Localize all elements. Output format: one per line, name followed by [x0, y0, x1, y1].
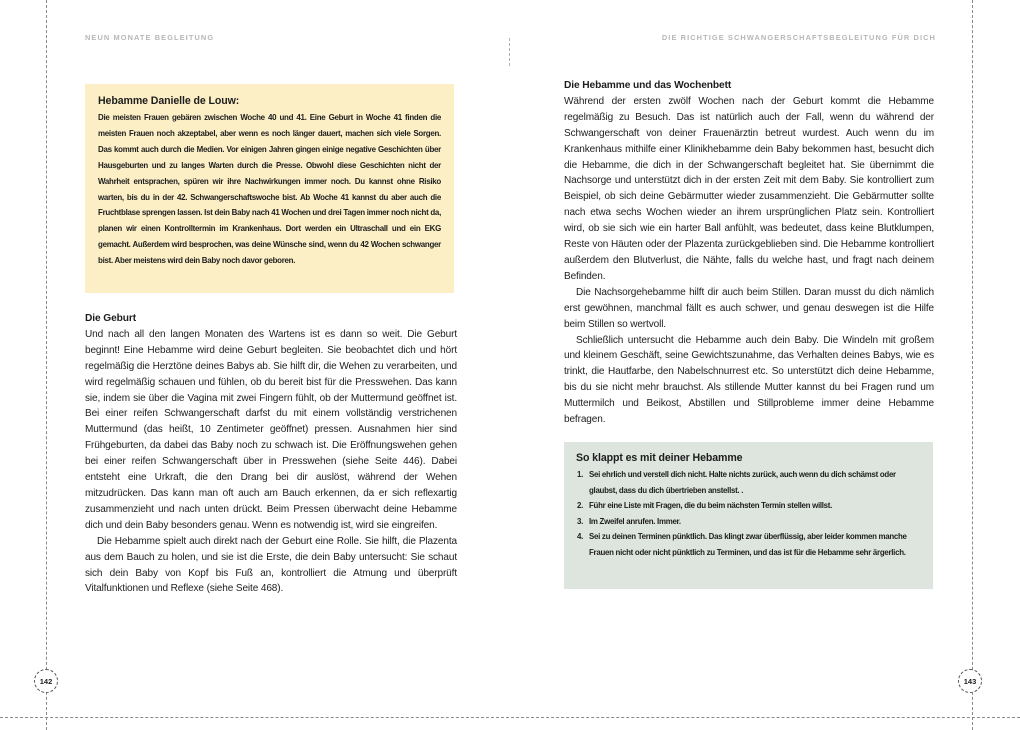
- list-number: 4.: [577, 532, 584, 542]
- list-number: 3.: [577, 516, 584, 526]
- paragraph: Die Hebamme spielt auch direkt nach der Geburt eine Rolle. Sie hilft, die Plazenta aus dem Bauch zu holen, und sie ist die Erste, die dein Baby untersucht: Sie schaut sich dein Baby von Kopf bis Fuß an, kontrolliert die Atmung und überprüft Vitalfunktionen und Reflexe (siehe Seite 468).: [85, 535, 457, 595]
- list-item: [576, 498, 921, 514]
- trim-line-bottom: [0, 717, 1020, 718]
- section-heading-postpartum: Die Hebamme und das Wochenbett: [564, 80, 732, 91]
- paragraph: Die Nachsorgehebamme hilft dir auch beim Stillen. Daran musst du dich nämlich erst gewöhnen, manchmal fällt es auch schwer, und genau deswegen ist die Hilfe beim Stillen so wertvoll.: [564, 286, 934, 330]
- quote-box-title: Hebamme Danielle de Louw:: [98, 95, 240, 107]
- tips-box: [564, 442, 933, 589]
- running-head-left: NEUN MONATE BEGLEITUNG: [85, 33, 215, 42]
- section-heading-birth: Die Geburt: [85, 313, 137, 324]
- page-number-left: 142: [34, 669, 58, 693]
- page-number-right: 143: [958, 669, 982, 693]
- gutter-mark: [509, 38, 510, 66]
- tips-box-title: So klappt es mit deiner Hebamme: [576, 452, 743, 464]
- trim-line-right: [972, 0, 973, 730]
- midwife-quote-box: [85, 84, 454, 293]
- list-item-text: Sei zu deinen Terminen pünktlich. Das klingt zwar überflüssig, aber leider kommen manche Frauen nicht oder nicht pünktlich zu Terminen, und das ist für die Hebamme sehr ärgerlich.: [589, 532, 907, 557]
- tips-list: [576, 467, 921, 561]
- paragraph: Schließlich untersucht die Hebamme auch dein Baby. Die Windeln mit großem und kleinem Geschäft, seine Gewichtszunahme, das Verhalten deines Babys, wie es trinkt, die Hautfarbe, den Nabelschnurrest etc. So unterstützt dich deine Hebamme, bis du sie nicht mehr brauchst. Als stillende Mutter kannst du bei Fragen rund um Muttermilch und Beikost, Abstillen und Stillprobleme immer deine Hebamme befragen.: [564, 334, 934, 426]
- list-item-text: Im Zweifel anrufen. Immer.: [589, 516, 681, 526]
- list-item: [576, 529, 921, 560]
- left-column: [85, 311, 457, 597]
- right-column: [564, 78, 934, 428]
- list-item: [576, 514, 921, 530]
- list-item-text: Führ eine Liste mit Fragen, die du beim nächsten Termin stellen willst.: [589, 501, 833, 511]
- running-head-right: DIE RICHTIGE SCHWANGERSCHAFTSBEGLEITUNG FÜR DICH: [661, 33, 936, 42]
- trim-line-left: [46, 0, 47, 730]
- paragraph: Und nach all den langen Monaten des Wartens ist es dann so weit. Die Geburt beginnt! Eine Hebamme wird deine Geburt begleiten. Sie beobachtet dich und hört regelmäßig die Herztöne deines Babys ab. Sie hilft dir, die Wehen zu verarbeiten, und wird regelmäßig schauen und fühlen, ob du bereit bist für die Presswehen. Das kann sie, indem sie über die Vagina mit zwei Fingern fühlt, ob der Muttermund geöffnet ist. Bei einer reifen Schwangerschaft darfst du mit einem vollständig verstrichenen Muttermund (das heißt, 10 Zentimeter geöffnet) pressen. Ausnahmen hier sind Frühgeburten, da dabei das Baby noch zu schwach ist. Die Eröffnungswehen gehen bei einer reifen Schwangerschaft über in Presswehen (siehe Seite 446). Dabei entsteht eine Urkraft, die den Drang bei dir auslöst, während der Wehen mitzudrücken. Das kann man oft auch am Bauch erkennen, da er sich reflexartig zusammenzieht und nach unten drückt. Beim Pressen überwacht deine Hebamme dich und dein Baby besonders genau. Wenn es notwendig ist, wird sie eingreifen.: [85, 328, 457, 531]
- quote-box-text: Die meisten Frauen gebären zwischen Woche 40 und 41. Eine Geburt in Woche 41 finden die meisten Frauen noch akzeptabel, aber wenn es noch länger dauert, machen sich viele Sorgen. Das kommt auch durch die Medien. Vor einigen Jahren gingen einige negative Geschichten über Hausgeburten und zu langes Warten durch die Presse. Obwohl diese Geschichten nicht der Wahrheit entsprachen, spüren wir ihre Nachwirkungen immer noch. Du kannst ohne Risiko warten, bis du in der 42. Schwangerschaftswoche bist. Ab Woche 41 kannst du aber auch die Fruchtblase sprengen lassen. Ist dein Baby nach 41 Wochen und drei Tagen immer noch nicht da, planen wir einen Kontrolltermin im Krankenhaus. Dort werden ein Ultraschall und ein EKG gemacht. Außerdem wird besprochen, was deine Wünsche sind, wenn du 42 Wochen schwanger bist. Aber meistens wird dein Baby noch davor geboren.: [98, 113, 441, 266]
- list-number: 2.: [577, 501, 584, 511]
- list-number: 1.: [577, 470, 584, 479]
- paragraph: Während der ersten zwölf Wochen nach der Geburt kommt die Hebamme regelmäßig zu Besuch. Das ist natürlich auch der Fall, wenn du während der Schwangerschaft von deiner Frauenärztin betreut wurdest. Auch wenn du im Krankenhaus mithilfe einer Klinikhebamme dein Baby bekommen hast, besucht dich die Hebamme, die dich in der Schwangerschaft begleitet hat. Sie übernimmt die Nachsorge und unterstützt dich in der ersten Zeit mit dem Baby. Sie kontrolliert zum Beispiel, ob sich deine Gebärmutter wieder zusammenzieht. Die Gebärmutter sollte nach etwa sechs Wochen wieder an ihrem ursprünglichen Platz sein. Kontrolliert wird, ob sie sich wie ein harter Ball anfühlt, was bedeutet, dass keine Blutklumpen, Reste von Häuten oder der Plazenta zurückgeblieben sind. Die Hebamme kontrolliert außerdem den Blutverlust, die Nähte, falls du welche hast, und fragt nach deinem Befinden.: [564, 95, 934, 282]
- list-item-text: Sei ehrlich und verstell dich nicht. Halte nichts zurück, auch wenn du dich schämst oder glaubst, dass du dich übertrieben anstellst. .: [589, 470, 896, 495]
- list-item: [576, 467, 921, 498]
